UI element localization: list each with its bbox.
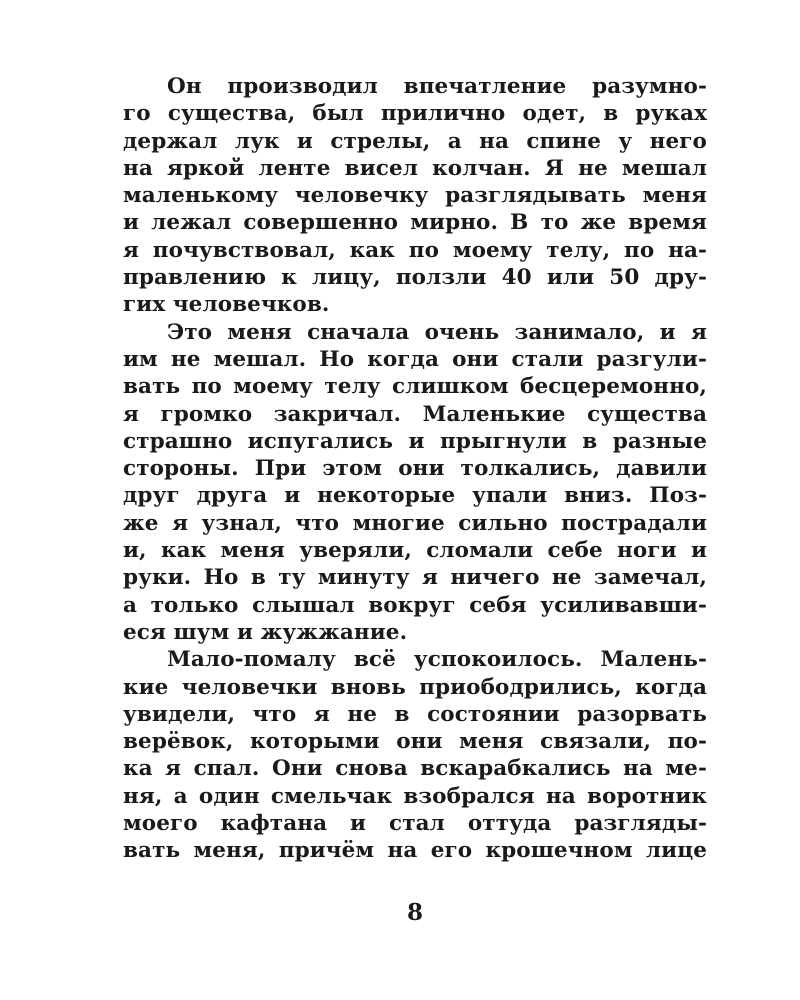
text-line: страшно испугались и прыгнули в разные bbox=[123, 428, 707, 454]
text-line: верёвок, которыми они меня связали, по- bbox=[123, 729, 707, 755]
text-line: я громко закричал. Маленькие существа bbox=[123, 401, 707, 427]
text-line: гих человечков. bbox=[123, 292, 330, 318]
text-line: Мало-помалу всё успокоилось. Малень- bbox=[167, 647, 707, 673]
text-line: на яркой ленте висел колчан. Я не мешал bbox=[123, 155, 707, 181]
text-line: и лежал совершенно мирно. В то же время bbox=[123, 210, 707, 236]
text-line: кие человечки вновь приободрились, когда bbox=[123, 674, 707, 700]
text-line: им не мешал. Но когда они стали разгули- bbox=[123, 346, 707, 372]
text-line: моего кафтана и стал оттуда разгляды- bbox=[123, 811, 707, 837]
text-line: увидели, что я не в состоянии разорвать bbox=[123, 701, 707, 727]
text-line: ка я спал. Они снова вскарабкались на ме- bbox=[123, 756, 707, 782]
text-line: Это меня сначала очень занимало, и я bbox=[167, 319, 707, 345]
text-line: маленькому человечку разглядывать меня bbox=[123, 183, 707, 209]
text-line: же я узнал, что многие сильно пострадали bbox=[123, 510, 707, 536]
text-line: я почувствовал, как по моему телу, по на- bbox=[123, 237, 707, 263]
text-line: го существа, был прилично одет, в руках bbox=[123, 101, 707, 127]
text-line: держал лук и стрелы, а на спине у него bbox=[123, 128, 707, 154]
text-line: вать меня, причём на его крошечном лице bbox=[123, 838, 707, 864]
body-text bbox=[123, 73, 707, 865]
page-number: 8 bbox=[406, 899, 423, 926]
text-line: вать по моему телу слишком бесцеремонно, bbox=[123, 374, 707, 400]
text-line: еся шум и жужжание. bbox=[123, 619, 408, 645]
text-line: руки. Но в ту минуту я ничего не замечал, bbox=[123, 565, 707, 591]
text-line: правлению к лицу, ползли 40 или 50 дру- bbox=[123, 265, 707, 291]
text-line: Он производил впечатление разумно- bbox=[167, 74, 707, 99]
text-line: стороны. При этом они толкались, давили bbox=[123, 456, 707, 482]
text-line: а только слышал вокруг себя усиливавши- bbox=[123, 592, 707, 618]
text-line: ня, а один смельчак взобрался на воротник bbox=[123, 783, 707, 809]
text-line: и, как меня уверяли, сломали себе ноги и bbox=[123, 538, 707, 564]
text-line: друг друга и некоторые упали вниз. Поз- bbox=[123, 483, 707, 509]
